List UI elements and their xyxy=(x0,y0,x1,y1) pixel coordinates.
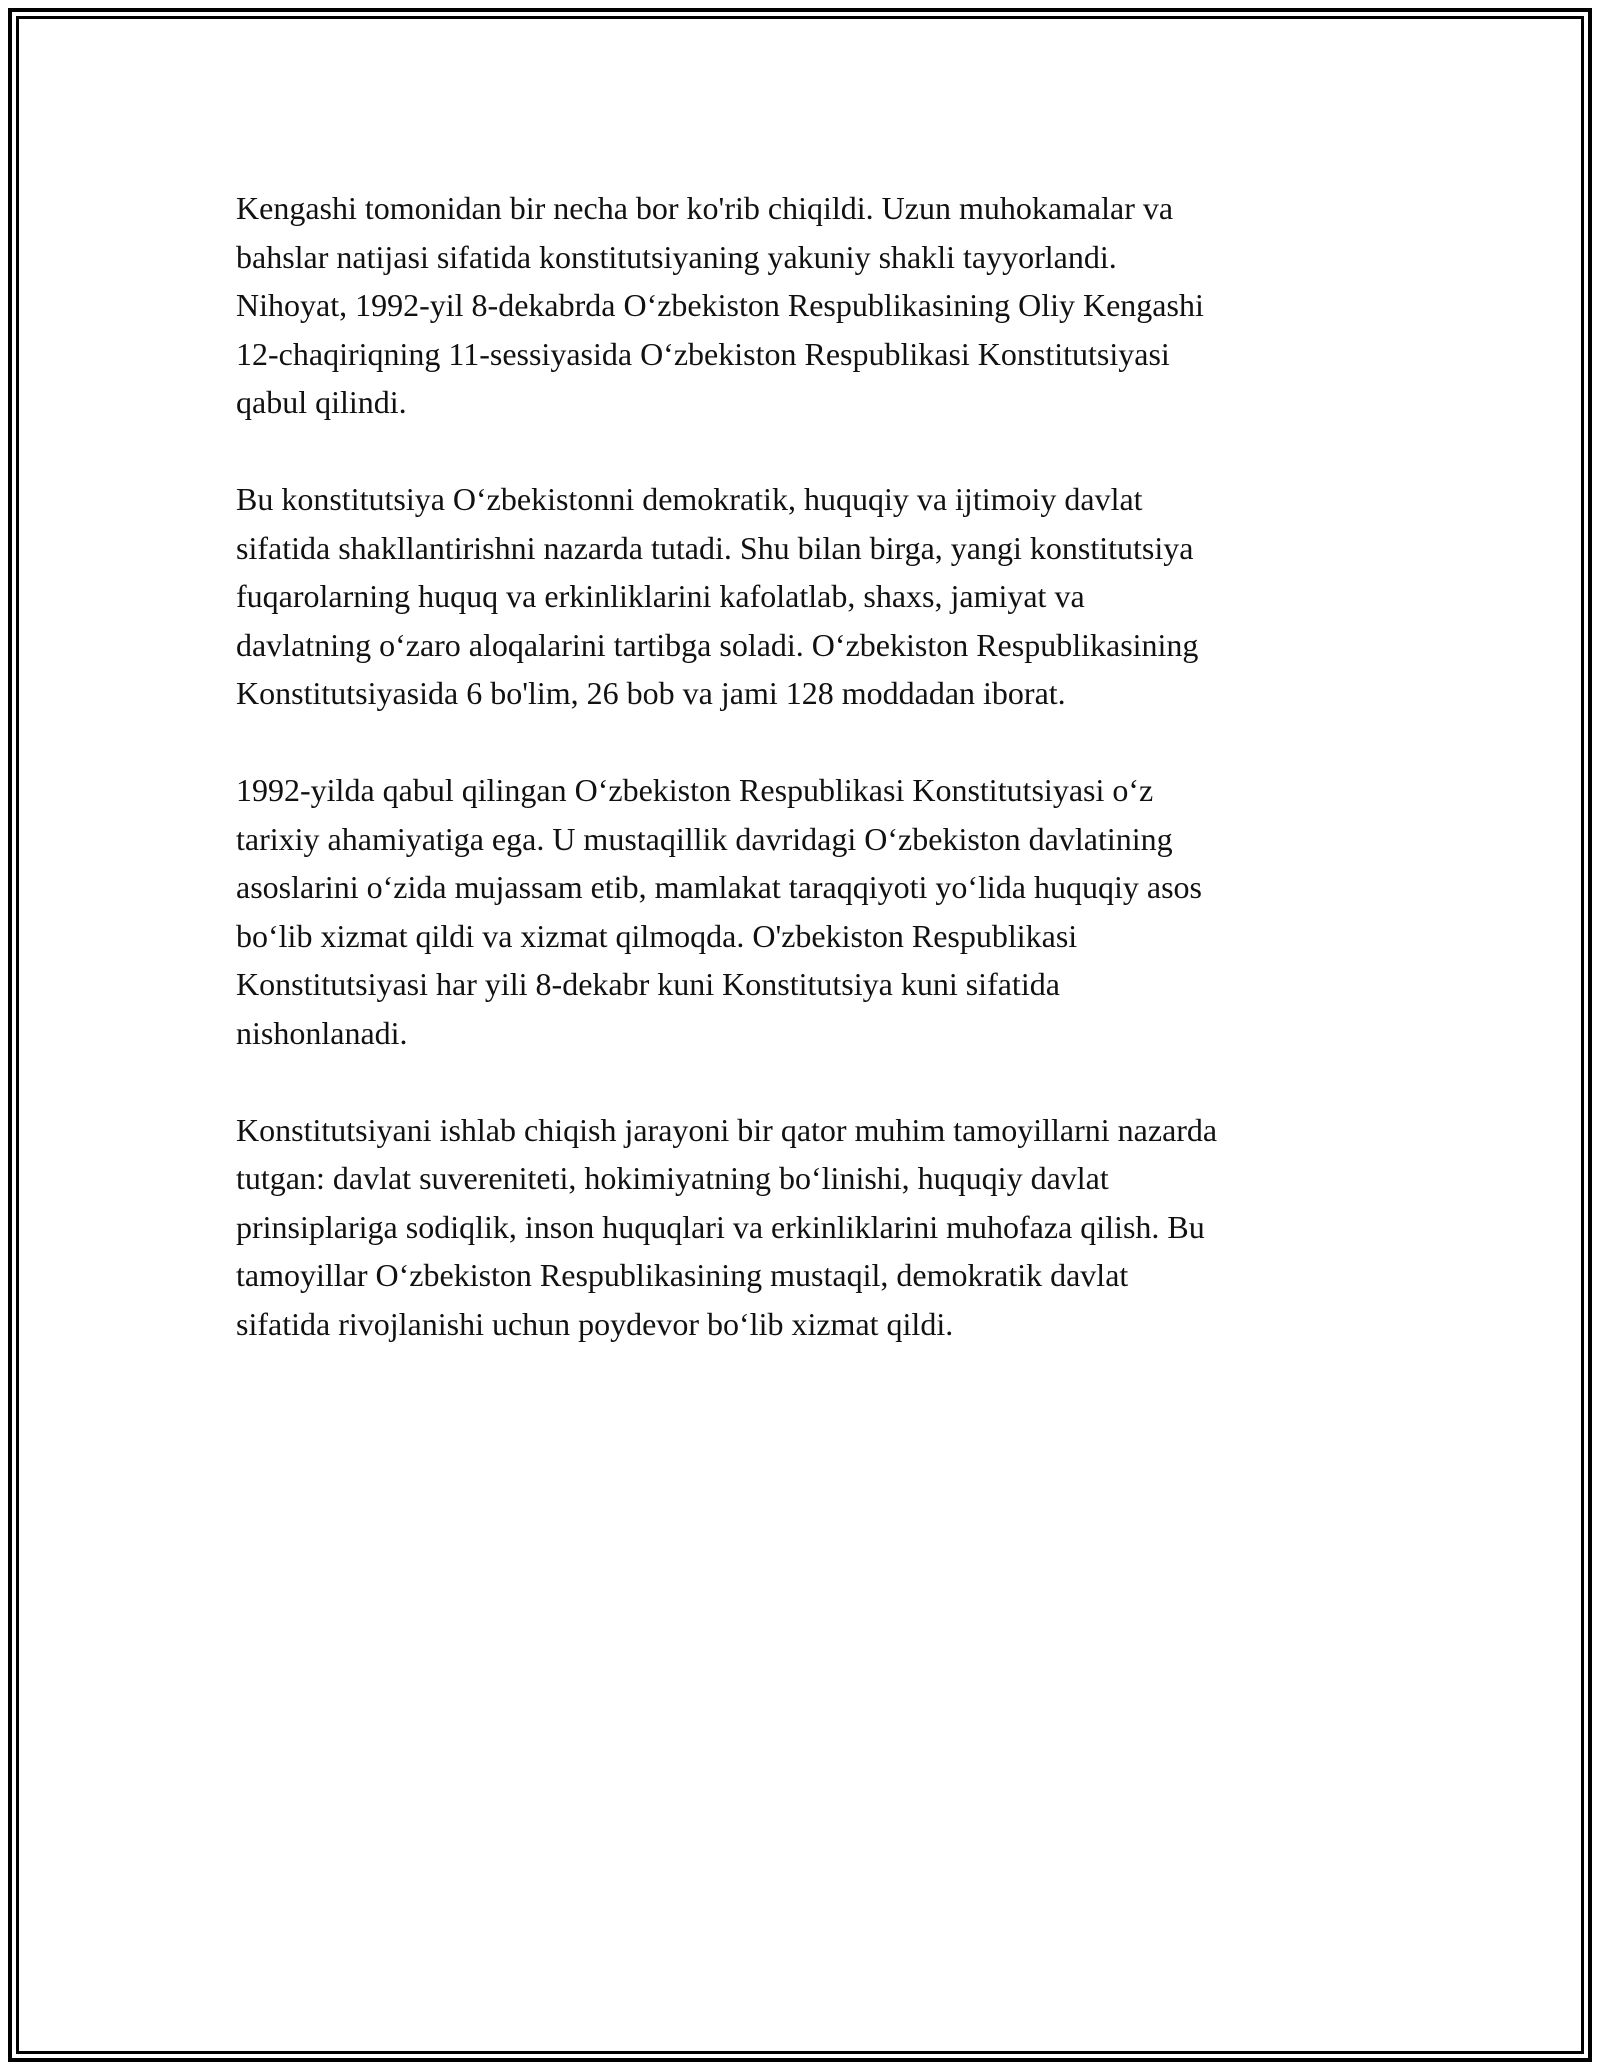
document-body xyxy=(236,184,1376,1397)
paragraph-4: Konstitutsiyani ishlab chiqish jarayoni bir qator muhim tamoyillarni nazarda tutgan: davlat suvereniteti, hokimiyatning bo‘linishi, huquqiy davlat prinsiplariga sodiqlik, inson huquqlari va erkinliklarini muhofaza qilish. Bu tamoyillar O‘zbekiston Respublikasining mustaqil, demokratik davlat sifatida rivojlanishi uchun poydevor bo‘lib xizmat qildi. xyxy=(236,1111,1218,1342)
paragraph-2: Bu konstitutsiya O‘zbekistonni demokratik, huquqiy va ijtimoiy davlat sifatida shakllantirishni nazarda tutadi. Shu bilan birga, yangi konstitutsiya fuqarolarning huquq va erkinliklarini kafolatlab, shaxs, jamiyat va davlatning o‘zaro aloqalarini tartibga soladi. O‘zbekiston Respublikasining Konstitutsiyasida 6 bo'lim, 26 bob va jami 128 moddadan iborat. xyxy=(236,481,1199,711)
paragraph-3: 1992-yilda qabul qilingan O‘zbekiston Respublikasi Konstitutsiyasi o‘z tarixiy ahamiyatiga ega. U mustaqillik davridagi O‘zbekiston davlatining asoslarini o‘zida mujassam etib, mamlakat taraqqiyoti yo‘lida huquqiy asos bo‘lib xizmat qildi va xizmat qilmoqda. O'zbekiston Respublikasi Konstitutsiyasi har yili 8-dekabr kuni Konstitutsiya kuni sifatida nishonlanadi. xyxy=(236,772,1202,1051)
paragraph-1: Kengashi tomonidan bir necha bor ko'rib chiqildi. Uzun muhokamalar va bahslar natijasi sifatida konstitutsiyaning yakuniy shakli tayyorlandi. Nihoyat, 1992-yil 8-dekabrda O‘zbekiston Respublikasining Oliy Kengashi 12-chaqiriqning 11-sessiyasida O‘zbekiston Respublikasi Konstitutsiyasi qabul qilindi. xyxy=(236,190,1204,420)
